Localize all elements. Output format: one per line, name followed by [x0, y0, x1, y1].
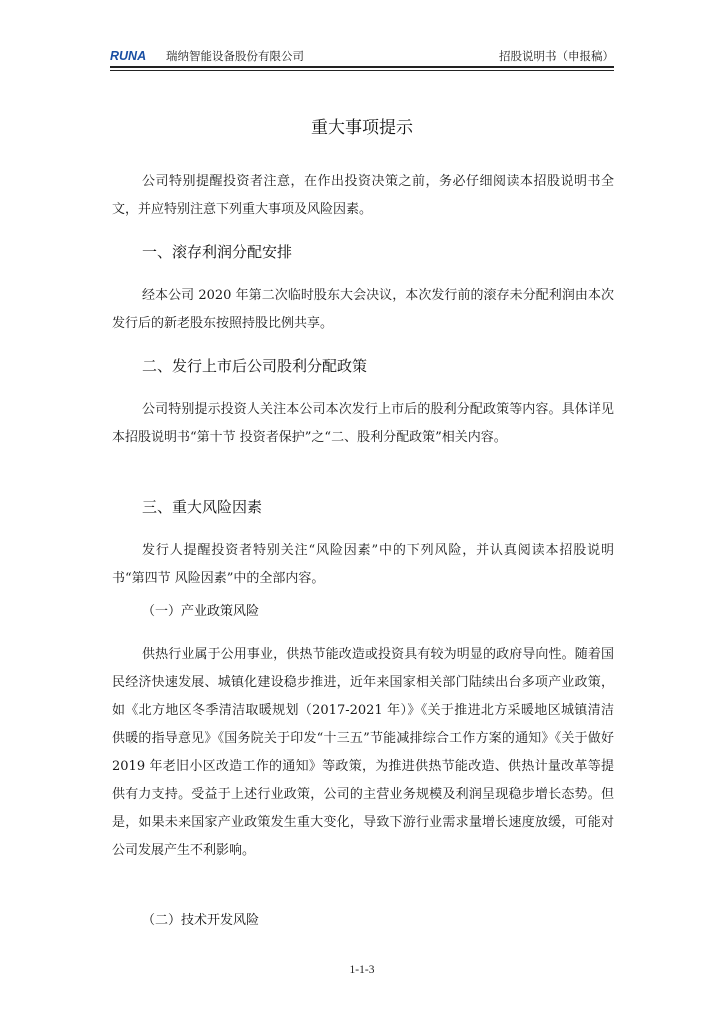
page-number: 1-1-3	[349, 964, 375, 976]
document-type: 招股说明书（申报稿）	[499, 49, 614, 63]
company-name: 瑞纳智能设备股份有限公司	[166, 49, 304, 63]
intro-paragraph: 公司特别提醒投资者注意，在作出投资决策之前，务必仔细阅读本招股说明书全文，并应特别注意下列重大事项及风险因素。	[112, 174, 614, 217]
section-text-dividend-policy: 公司特别提示投资人关注本公司本次发行上市后的股利分配政策等内容。具体详见本招股说明书“第十节 投资者保护”之“二、股利分配政策”相关内容。	[112, 402, 614, 445]
page-title: 重大事项提示	[311, 118, 413, 138]
subsection-heading-policy-risk: （一）产业政策风险	[142, 604, 260, 619]
header-rule-thin	[110, 70, 614, 71]
subsection-heading-tech-risk: （二）技术开发风险	[142, 913, 260, 928]
subsection-text-policy-risk: 供热行业属于公用事业，供热节能改造或投资具有较为明显的政府导向性。随着国民经济快速发展、城镇化建设稳步推进，近年来国家相关部门陆续出台多项产业政策，如《北方地区冬季清洁取暖规划（2017-2021 年）》《关于推进北方采暖地区城镇清洁供暖的指导意见》《国务院关于印发“十三五”节能减排综合工作方案的通知》《关于做好 2019 年老旧小区改造工作的通知》等政策，为推进供热节能改造、供热计量改革等提供有力支持。受益于上述行业政策，公司的主营业务规模及利润呈现稳步增长态势。但是，如果未来国家产业政策发生重大变化，导致下游行业需求量增长速度放缓，可能对公司发展产生不利影响。	[112, 647, 614, 858]
section-heading-risk-factors: 三、重大风险因素	[142, 498, 263, 516]
header-rule-thick	[110, 66, 614, 68]
section-heading-dividend-policy: 二、发行上市后公司股利分配政策	[142, 357, 368, 375]
section-text-risk-factors: 发行人提醒投资者特别关注“风险因素”中的下列风险，并认真阅读本招股说明书“第四节 风险因素”中的全部内容。	[112, 543, 614, 586]
running-header	[110, 46, 614, 68]
company-logo: RUNA	[110, 49, 147, 63]
section-text-profit-distribution: 经本公司 2020 年第二次临时股东大会决议，本次发行前的滚存未分配利润由本次发行后的新老股东按照持股比例共享。	[112, 288, 614, 331]
section-heading-profit-distribution: 一、滚存利润分配安排	[142, 243, 293, 261]
